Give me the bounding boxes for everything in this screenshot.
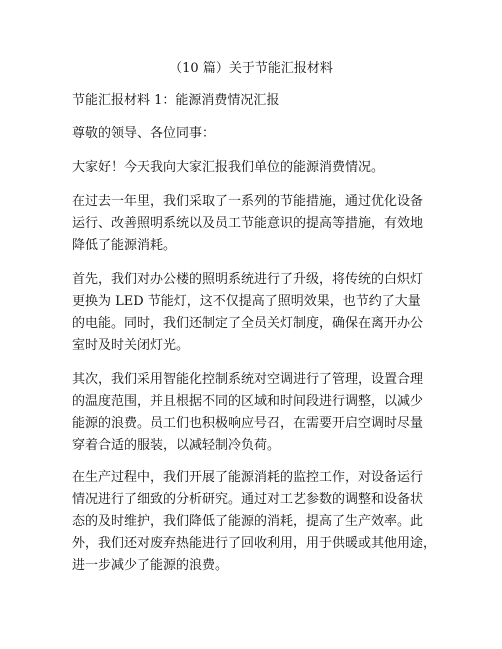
intro-paragraph: 大家好！今天我向大家汇报我们单位的能源消费情况。 xyxy=(72,160,385,175)
paragraph-line: 运行、改善照明系统以及员工节能意识的提高等措施，有效地 xyxy=(72,216,424,231)
paragraph-line: 能源的浪费。员工们也积极响应号召，在需要开启空调时尽量 xyxy=(72,416,424,431)
paragraph-line: 穿着合适的服装，以减轻制冷负荷。 xyxy=(72,438,281,453)
paragraph-line: 态的及时维护，我们降低了能源的消耗，提高了生产效率。此 xyxy=(72,514,424,529)
salutation: 尊敬的领导、各位同事： xyxy=(72,126,216,141)
paragraph-line: 外，我们还对废弃热能进行了回收利用，用于供暖或其他用途， xyxy=(72,536,437,551)
paragraph-line: 室时及时关闭灯光。 xyxy=(72,338,190,353)
document-subtitle: 节能汇报材料 1：能源消费情况汇报 xyxy=(72,93,280,108)
paragraph-line: 的温度范围，并且根据不同的区域和时间段进行调整，以减少 xyxy=(72,394,424,409)
paragraph-line: 进一步减少了能源的浪费。 xyxy=(72,558,229,573)
paragraph-line: 在生产过程中，我们开展了能源消耗的监控工作，对设备运行 xyxy=(72,470,424,485)
paragraph-4 xyxy=(72,467,437,577)
paragraph-line: 的电能。同时，我们还制定了全员关灯制度，确保在离开办公 xyxy=(72,316,424,331)
paragraph-line: 其次，我们采用智能化控制系统对空调进行了管理，设置合理 xyxy=(72,372,424,387)
document-title: （10 篇）关于节能汇报材料 xyxy=(169,61,333,76)
paragraph-3 xyxy=(72,369,434,457)
paragraph-line: 情况进行了细致的分析研究。通过对工艺参数的调整和设备状 xyxy=(72,492,424,507)
paragraph-1 xyxy=(72,191,434,257)
paragraph-line: 首先，我们对办公楼的照明系统进行了升级，将传统的白炽灯 xyxy=(72,272,424,287)
paragraph-line: 降低了能源消耗。 xyxy=(72,238,177,253)
paragraph-line: 在过去一年里，我们采取了一系列的节能措施，通过优化设备 xyxy=(72,194,424,209)
paragraph-line: 更换为 LED 节能灯，这不仅提高了照明效果，也节约了大量 xyxy=(72,294,421,309)
paragraph-2 xyxy=(72,269,434,357)
